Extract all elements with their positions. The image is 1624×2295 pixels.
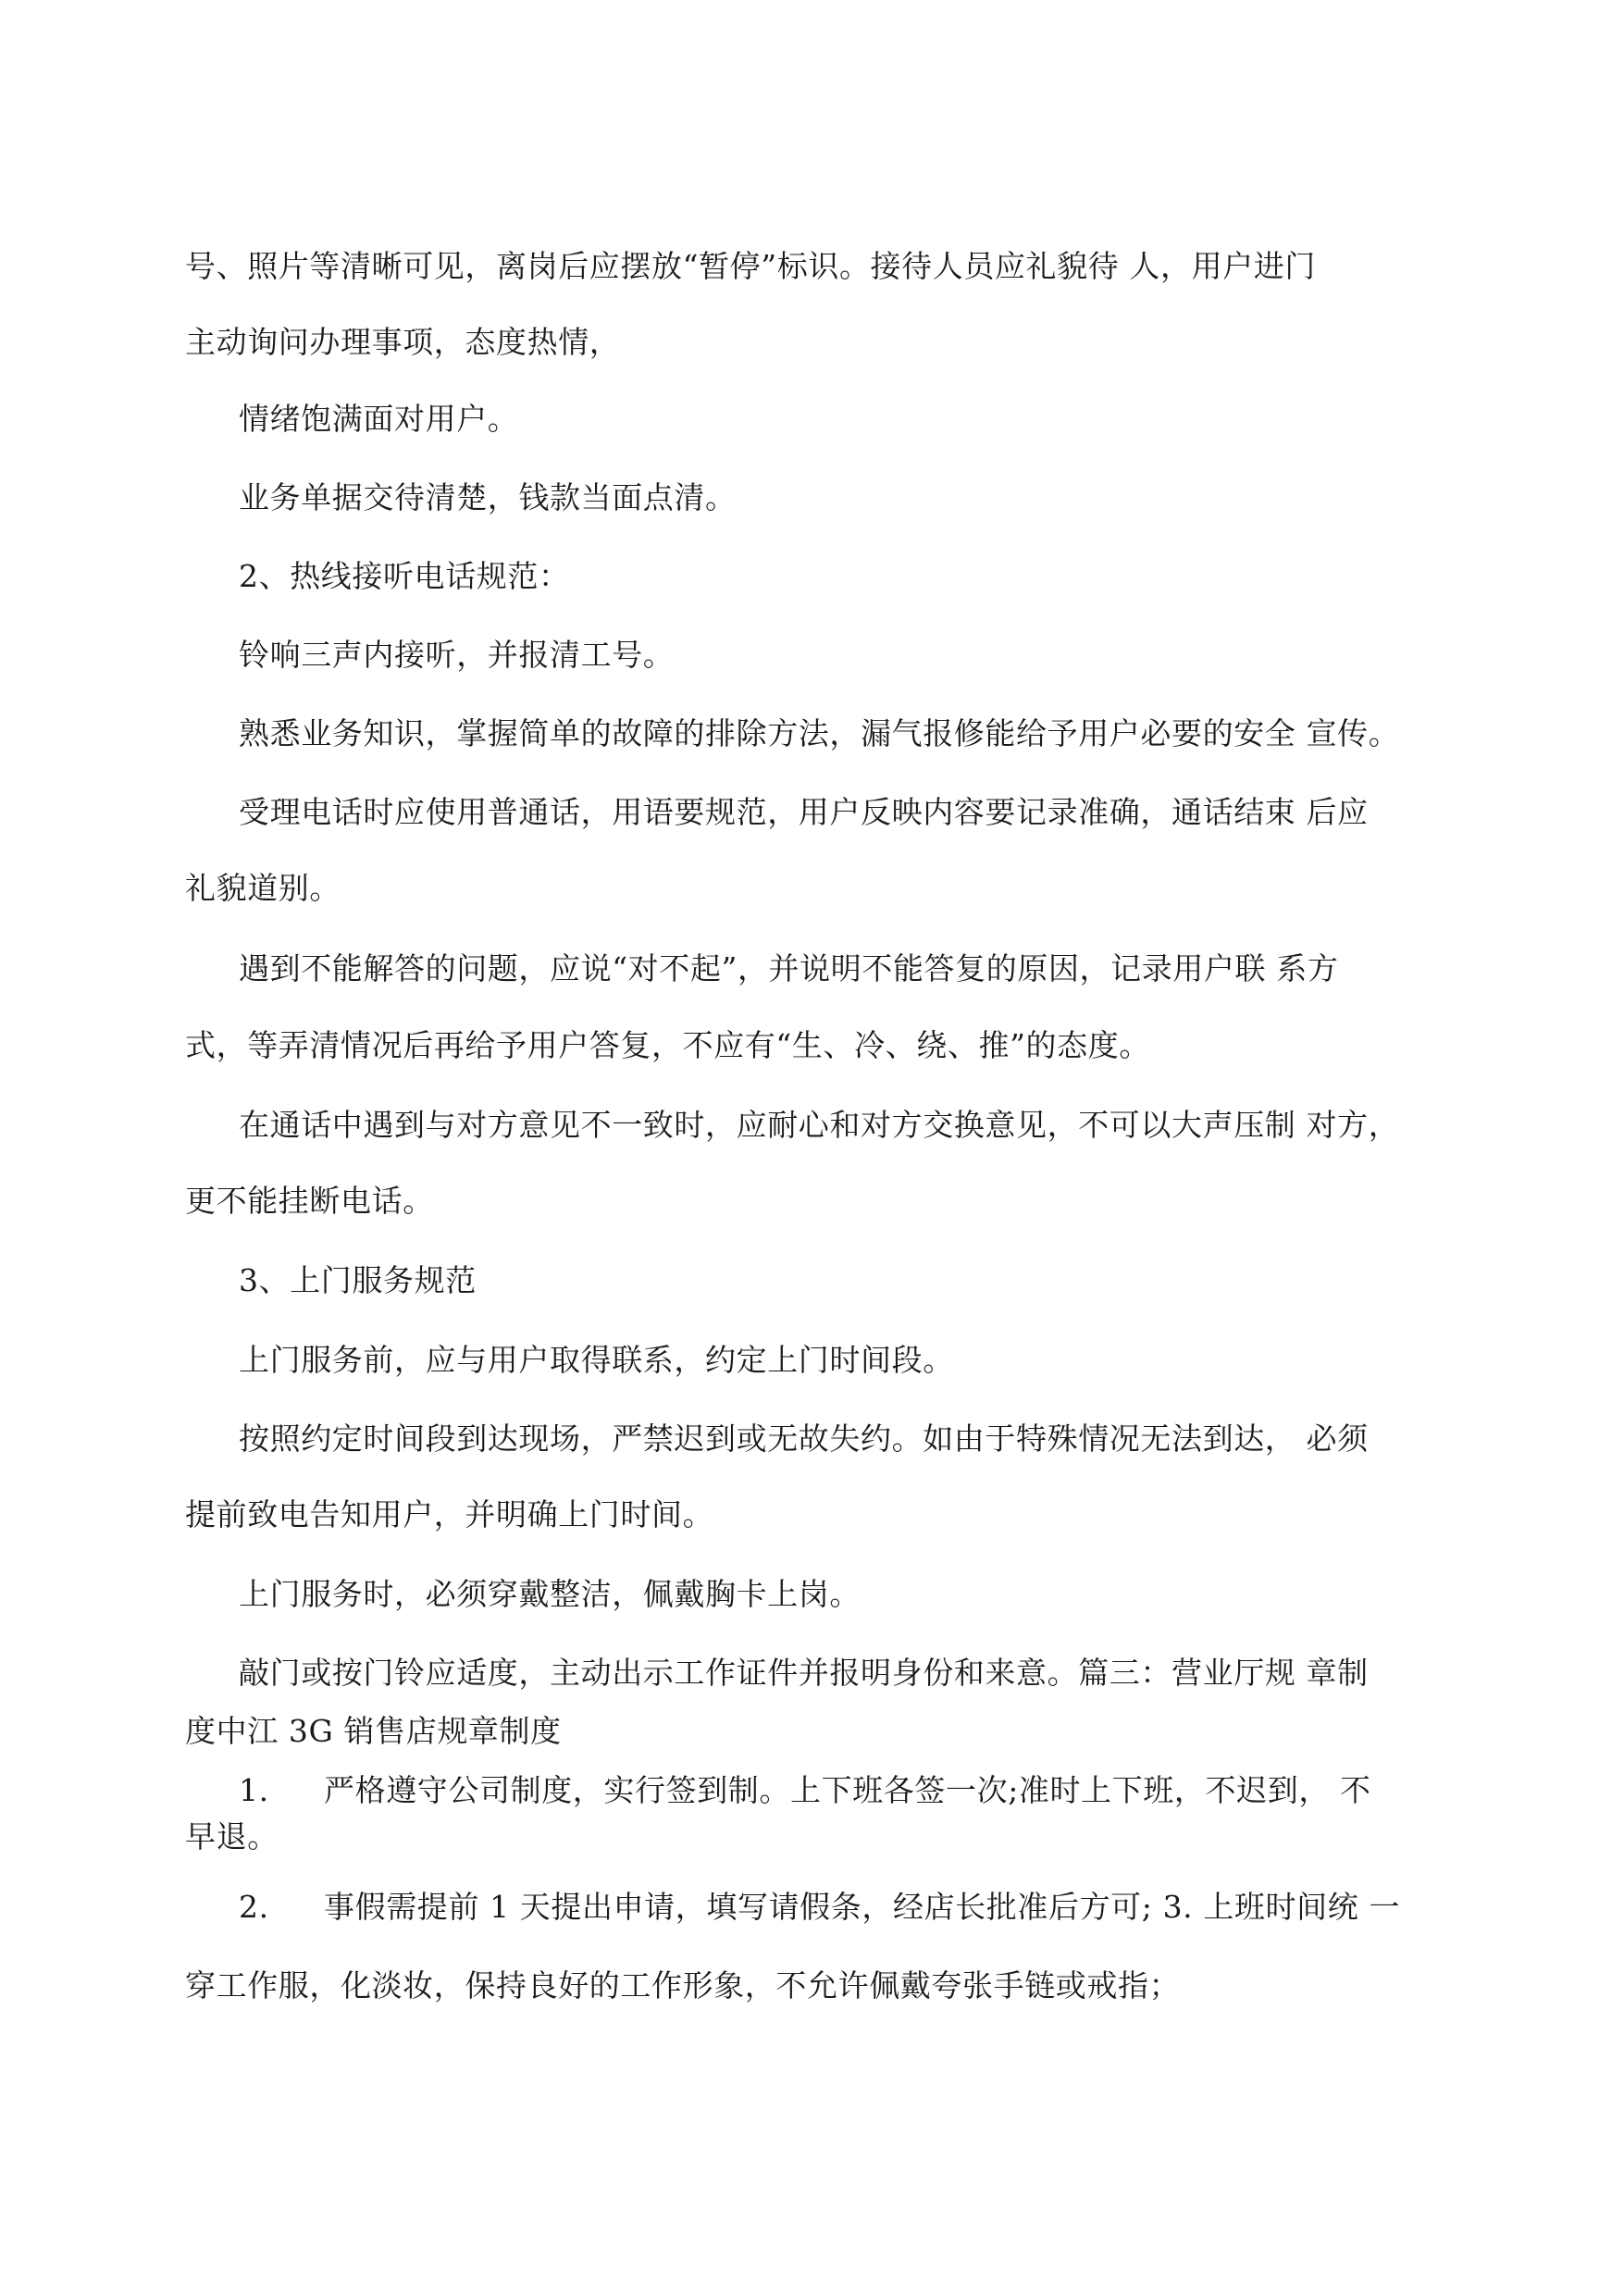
list-item-text: 早退。 xyxy=(185,1818,279,1855)
paragraph-line: 按照约定时间段到达现场，严禁迟到或无故失约。如由于特殊情况无法到达， 必须 xyxy=(239,1420,1369,1457)
section-heading: 2、热线接听电话规范： xyxy=(239,558,570,594)
list-item-number: 2. xyxy=(239,1889,269,1925)
paragraph-line: 上门服务前，应与用户取得联系，约定上门时间段。 xyxy=(239,1342,954,1378)
list-item-text: 穿工作服，化淡妆，保持良好的工作形象，不允许佩戴夸张手链或戒指； xyxy=(185,1967,1181,2003)
paragraph-line: 业务单据交待清楚，钱款当面点清。 xyxy=(239,479,737,515)
paragraph-line: 式，等弄清情况后再给予用户答复，不应有“生、冷、绕、推”的态度。 xyxy=(185,1027,1150,1063)
paragraph-line: 上门服务时，必须穿戴整洁，佩戴胸卡上岗。 xyxy=(239,1576,861,1612)
section-heading: 3、上门服务规范 xyxy=(239,1262,477,1298)
paragraph-line: 情绪饱满面对用户。 xyxy=(239,401,519,437)
paragraph-line: 遇到不能解答的问题，应说“对不起”，并说明不能答复的原因，记录用户联 系方 xyxy=(239,950,1339,986)
paragraph-line: 礼貌道别。 xyxy=(185,870,341,906)
paragraph-line: 在通话中遇到与对方意见不一致时，应耐心和对方交换意见，不可以大声压制 对方， xyxy=(239,1107,1400,1143)
paragraph-line: 敲门或按门铃应适度，主动出示工作证件并报明身份和来意。篇三：营业厅规 章制 xyxy=(239,1655,1369,1691)
paragraph-line: 号、照片等清晰可见，离岗后应摆放“暂停”标识。接待人员应礼貌待 人，用户进门 xyxy=(185,248,1317,284)
paragraph-line: 受理电话时应使用普通话，用语要规范，用户反映内容要记录准确，通话结束 后应 xyxy=(239,794,1369,830)
paragraph-line: 主动询问办理事项，态度热情， xyxy=(185,324,621,360)
list-item-text: 事假需提前 1 天提出申请，填写请假条，经店长批准后方可; 3. 上班时间统 一 xyxy=(324,1889,1401,1925)
paragraph-line: 度中江 3G 销售店规章制度 xyxy=(185,1713,562,1749)
paragraph-line: 铃响三声内接听，并报清工号。 xyxy=(239,637,675,673)
list-item-number: 1. xyxy=(239,1772,269,1808)
list-item-text: 严格遵守公司制度，实行签到制。上下班各签一次;准时上下班，不迟到， 不 xyxy=(324,1772,1371,1808)
paragraph-line: 提前致电告知用户，并明确上门时间。 xyxy=(185,1496,714,1532)
paragraph-line: 更不能挂断电话。 xyxy=(185,1183,434,1219)
paragraph-line: 熟悉业务知识，掌握简单的故障的排除方法，漏气报修能给予用户必要的安全 宣传。 xyxy=(239,715,1400,751)
